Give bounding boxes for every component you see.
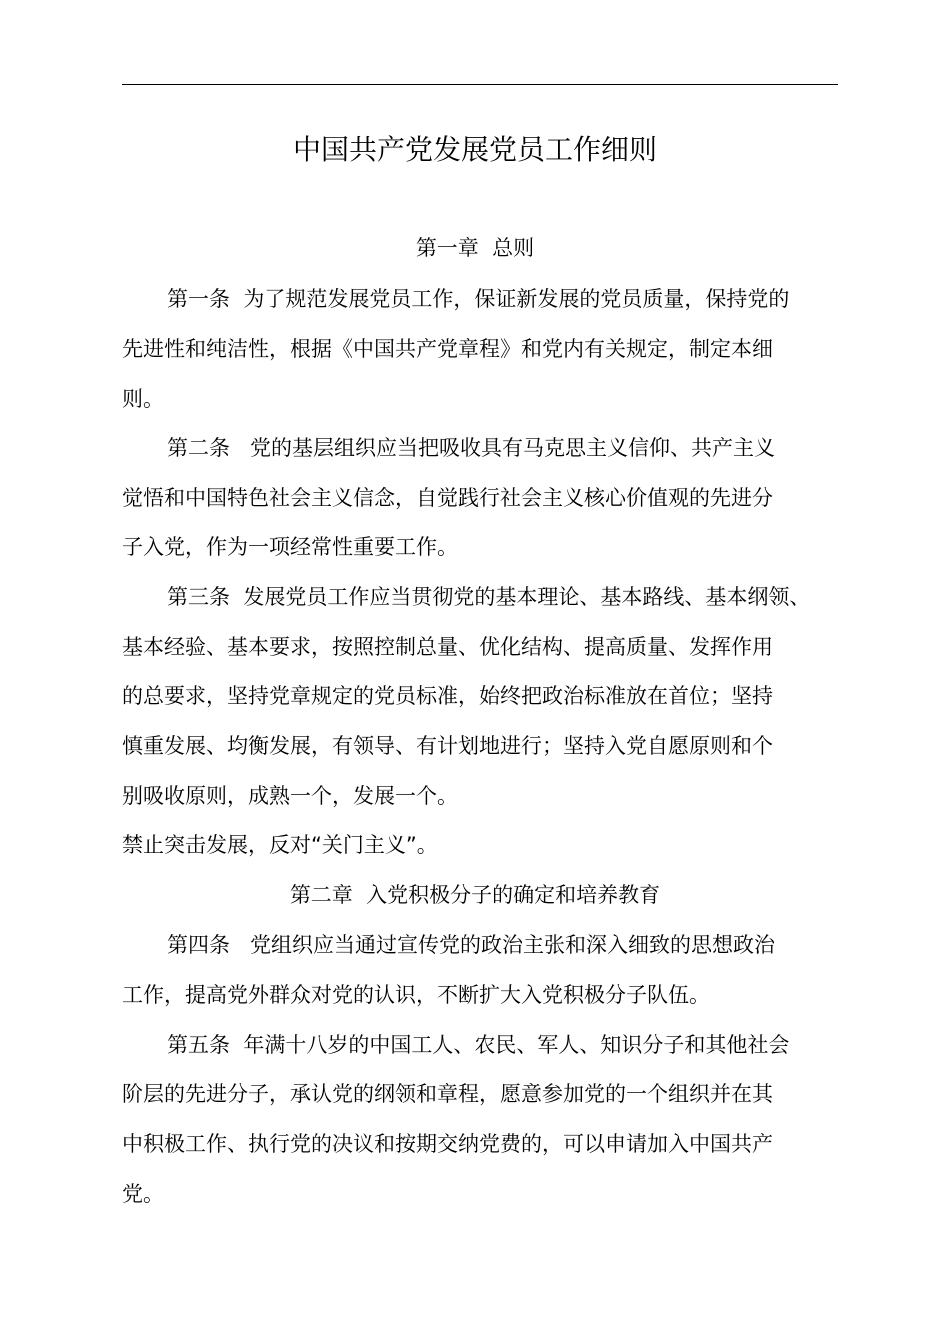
article-3-line-5: 别吸收原则，成熟一个，发展一个。 <box>122 784 458 808</box>
document-title: 中国共产党发展党员工作细则 <box>292 133 657 166</box>
article-2-line-1: 第二条 党的基层组织应当把吸收具有马克思主义信仰、共产主义 <box>167 436 776 460</box>
article-4-line-2: 工作，提高党外群众对党的认识，不断扩大入党积极分子队伍。 <box>122 983 710 1007</box>
article-5-line-3: 中积极工作、执行党的决议和按期交纳党费的，可以申请加入中国共产 <box>122 1132 773 1156</box>
article-3-line-3: 的总要求，坚持党章规定的党员标准，始终把政治标准放在首位；坚持 <box>122 684 773 708</box>
article-3-line-2: 基本经验、基本要求，按照控制总量、优化结构、提高质量、发挥作用 <box>122 635 773 659</box>
article-3-line-6: 禁止突击发展，反对“关门主义”。 <box>122 833 438 857</box>
article-3-line-4: 慎重发展、均衡发展，有领导、有计划地进行；坚持入党自愿原则和个 <box>122 734 773 758</box>
chapter-2-heading: 第二章 入党积极分子的确定和培养教育 <box>289 883 661 907</box>
article-5-line-1: 第五条 年满十八岁的中国工人、农民、军人、知识分子和其他社会 <box>167 1033 790 1057</box>
article-5-line-4: 党。 <box>122 1182 164 1206</box>
article-1-line-1: 第一条 为了规范发展党员工作，保证新发展的党员质量，保持党的 <box>167 287 790 311</box>
article-3-line-1: 第三条 发展党员工作应当贯彻党的基本理论、基本路线、基本纲领、 <box>167 585 811 609</box>
article-2-line-3: 子入党，作为一项经常性重要工作。 <box>122 535 458 559</box>
article-1-line-2: 先进性和纯洁性，根据《中国共产党章程》和党内有关规定，制定本细 <box>122 337 773 361</box>
article-1-line-3: 则。 <box>122 387 164 411</box>
chapter-1-heading: 第一章 总则 <box>415 236 535 260</box>
article-4-line-1: 第四条 党组织应当通过宣传党的政治主张和深入细致的思想政治 <box>167 933 776 957</box>
article-2-line-2: 觉悟和中国特色社会主义信念，自觉践行社会主义核心价值观的先进分 <box>122 486 773 510</box>
article-5-line-2: 阶层的先进分子，承认党的纲领和章程，愿意参加党的一个组织并在其 <box>122 1082 773 1106</box>
header-rule <box>122 84 838 85</box>
